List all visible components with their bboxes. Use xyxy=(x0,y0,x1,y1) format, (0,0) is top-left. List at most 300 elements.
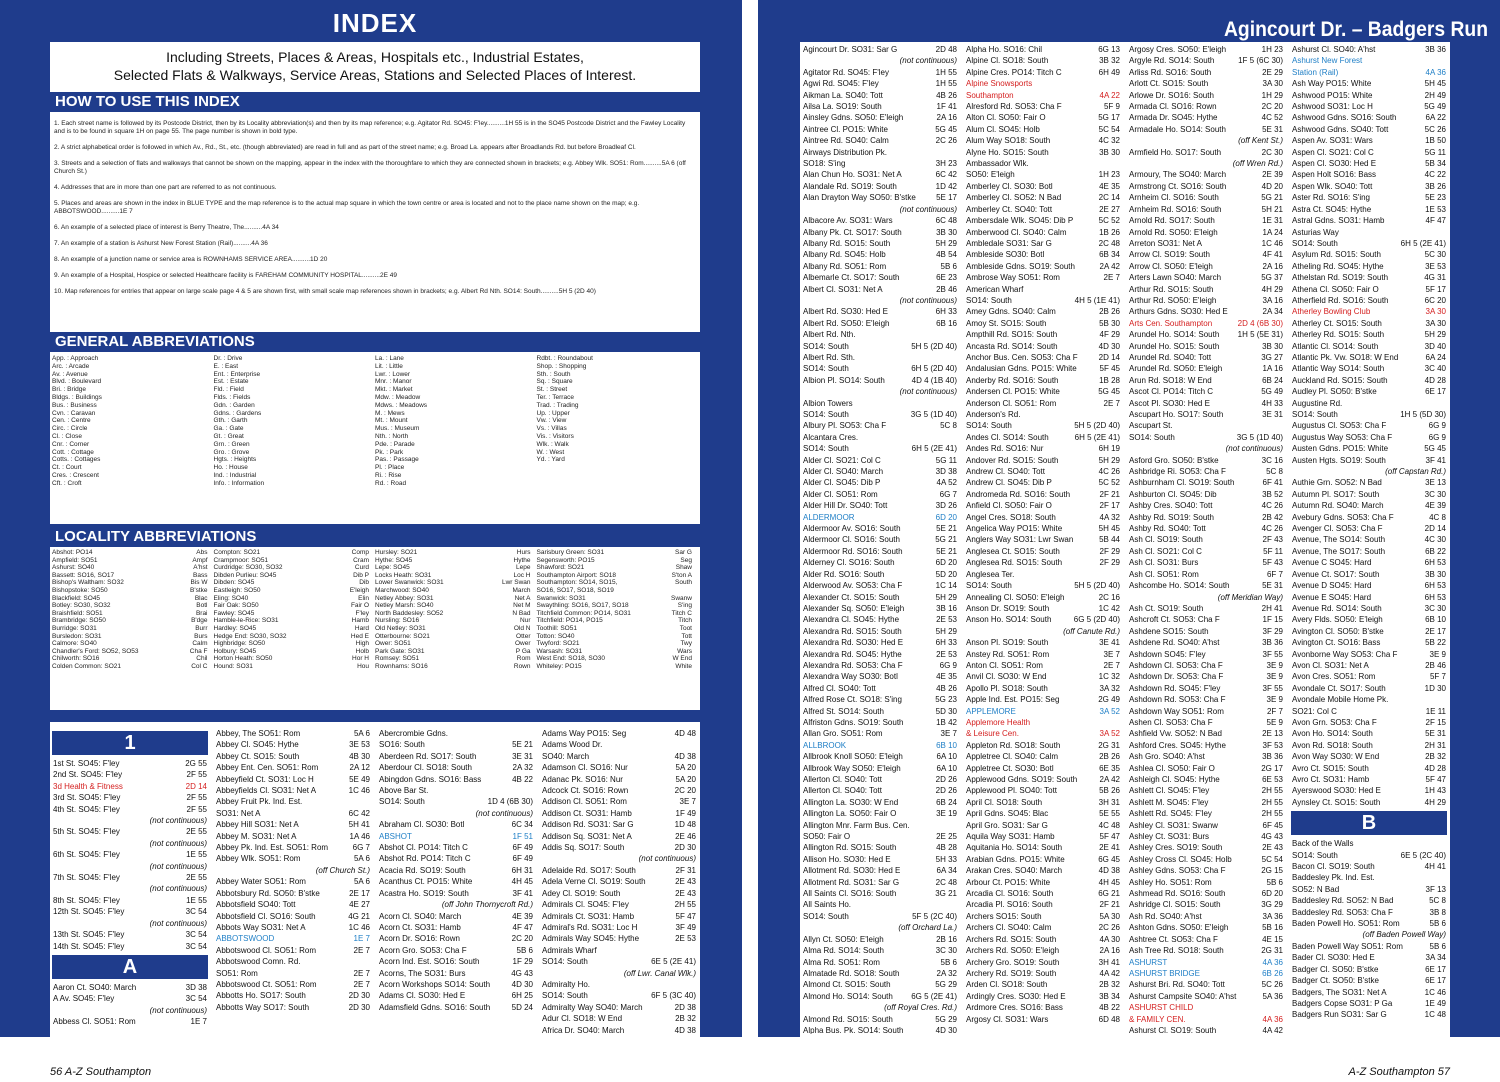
entry-ref: 6F 5 (3C 40) xyxy=(651,991,696,1001)
index-entry xyxy=(1128,626,1284,637)
index-entry xyxy=(1291,135,1447,146)
entry-name: Admirals Wharf xyxy=(542,945,597,955)
index-entry xyxy=(802,854,958,865)
abbrev-column xyxy=(537,355,699,488)
locality-code: Bis W xyxy=(190,579,208,587)
index-entry xyxy=(1128,477,1284,488)
entry-name: Alfred St. SO14: South xyxy=(803,706,884,716)
index-entry xyxy=(965,306,1121,317)
entry-name: Amoy St. SO15: South xyxy=(966,318,1047,328)
index-entry xyxy=(52,792,208,803)
entry-ref: 6G 9 xyxy=(1428,421,1446,431)
entry-name: Alpine Snowsports xyxy=(966,79,1033,89)
entry-name: Abbey Ent. Cen. SO51: Rom xyxy=(216,763,319,773)
locality-code: Lwr Swan xyxy=(501,579,531,587)
abbrev-item: Gth. : Garth xyxy=(213,417,248,425)
locality-item xyxy=(375,579,531,587)
index-entry xyxy=(965,922,1121,933)
entry-ref: 5A 6 xyxy=(353,877,370,887)
entry-ref: 2D 30 xyxy=(348,1002,370,1012)
abbrev-section xyxy=(50,352,700,524)
entry-name: Abbess Cl. SO51: Rom xyxy=(53,1017,136,1027)
entry-ref: 2C 20 xyxy=(511,934,533,944)
index-entry xyxy=(52,906,208,917)
index-entry xyxy=(802,443,958,454)
entry-ref: 5G 11 xyxy=(1424,147,1446,157)
entry-ref: 3E 53 xyxy=(1425,261,1446,271)
locality-name: Locks Heath: SO31 xyxy=(375,571,432,579)
index-entry xyxy=(965,55,1121,66)
entry-name: Arden Cl. SO18: South xyxy=(966,980,1048,990)
abbrev-item: Sth. : South xyxy=(536,370,571,378)
entry-name: Addison Cl. SO51: Rom xyxy=(542,797,627,807)
entry-ref: 4A 36 xyxy=(1425,67,1446,77)
index-note xyxy=(1128,135,1284,146)
entry-ref: 3A 16 xyxy=(1262,295,1283,305)
index-entry xyxy=(1291,987,1447,998)
howto-section xyxy=(50,112,700,332)
entry-name: Ambleside SO30: Botl xyxy=(966,250,1045,260)
entry-name: Adamsfield Gdns. SO16: South xyxy=(379,1002,491,1012)
index-entry xyxy=(802,158,958,169)
index-entry xyxy=(541,1002,697,1013)
index-entry xyxy=(965,352,1121,363)
entry-ref: 4B 22 xyxy=(512,774,533,784)
locality-item xyxy=(375,633,531,641)
locality-name: Botley: SO30, SO32 xyxy=(52,602,111,610)
index-entry xyxy=(1291,341,1447,352)
entry-name: SO31: Net A xyxy=(216,808,261,818)
index-entry xyxy=(215,785,371,796)
abbrev-item: Ga. : Gate xyxy=(213,425,244,433)
locality-code: Hard xyxy=(354,624,369,632)
index-entry xyxy=(1128,512,1284,523)
locality-name: Dibden: SO45 xyxy=(213,579,255,587)
index-entry xyxy=(215,876,371,887)
entry-name: Ash Cl. SO21: Col C xyxy=(1129,546,1202,556)
entry-ref: 1D 42 xyxy=(935,181,957,191)
locality-name: Bishopstoke: SO50 xyxy=(52,586,108,594)
abbrev-item: Gdn. : Garden xyxy=(213,401,255,409)
entry-name: SO14: South xyxy=(542,991,588,1001)
entry-name: Avon Grn. SO53: Cha F xyxy=(1292,717,1377,727)
entry-name: Badger Ct. SO50: B'stke xyxy=(1292,976,1379,986)
entry-ref: 5H 21 xyxy=(1261,204,1283,214)
locality-name: Ashurst: SO40 xyxy=(52,564,95,572)
locality-name: Chilworth: SO16 xyxy=(52,655,100,663)
entry-ref: 2E 25 xyxy=(936,832,957,842)
index-entry xyxy=(1291,557,1447,568)
index-entry xyxy=(1128,854,1284,865)
index-entry xyxy=(215,990,371,1001)
locality-name: Abshot: PO14 xyxy=(52,549,93,556)
intro-line-1: Including Streets, Places & Areas, Hospitals etc., Industrial Estates, xyxy=(166,49,584,65)
locality-item xyxy=(537,648,693,656)
index-entry xyxy=(52,872,208,883)
entry-name: Ambrose Way SO51: Rom xyxy=(966,273,1060,283)
entry-ref: 6B 10 xyxy=(1425,615,1446,625)
index-entry xyxy=(1291,512,1447,523)
index-entry xyxy=(52,849,208,860)
index-note-text: (not continuous) xyxy=(899,387,957,397)
index-entry xyxy=(1128,945,1284,956)
abbrev-item: Info. : Information xyxy=(213,479,265,487)
entry-name: Alderwood Av. SO53: Cha F xyxy=(803,581,903,591)
index-entry xyxy=(378,785,534,796)
abbrev-item: Fld. : Field xyxy=(213,386,244,394)
entry-name: Adanac Pk. SO16: Nur xyxy=(542,774,623,784)
entry-ref: 5D 24 xyxy=(511,1002,533,1012)
index-entry xyxy=(215,968,371,979)
index-entry xyxy=(1291,443,1447,454)
locality-item xyxy=(537,557,693,565)
abbrev-item: Vw. : View xyxy=(536,417,567,425)
index-entry xyxy=(1128,375,1284,386)
index-entry xyxy=(965,637,1121,648)
index-note xyxy=(52,918,208,929)
locality-item xyxy=(214,557,370,565)
locality-item xyxy=(52,610,208,618)
entry-name: Back of the Walls xyxy=(1292,839,1354,849)
entry-ref: 5C 8 xyxy=(1429,896,1446,906)
index-entry xyxy=(965,204,1121,215)
entry-name: Ashburton Cl. SO45: Dib xyxy=(1129,489,1217,499)
index-entry xyxy=(965,957,1121,968)
locality-item xyxy=(375,617,531,625)
locality-item xyxy=(214,549,370,557)
entry-name: ASHURST xyxy=(1129,957,1168,967)
index-entry xyxy=(1291,238,1447,249)
entry-name: Avon Ho. SO14: South xyxy=(1292,729,1373,739)
locality-code: Titch xyxy=(678,617,692,625)
entry-ref: 4D 38 xyxy=(1098,866,1120,876)
entry-ref: 5B 6 xyxy=(940,957,957,967)
entry-name: Andes Cl. SO14: South xyxy=(966,432,1049,442)
entry-ref: 2F 31 xyxy=(675,865,696,875)
entry-ref: 6H 5 (2E 41) xyxy=(1074,432,1120,442)
index-column xyxy=(541,728,697,1034)
letter-heading: A xyxy=(52,955,208,979)
entry-ref: 3E 53 xyxy=(349,740,370,750)
entry-name: April Cl. SO18: South xyxy=(966,797,1043,807)
entry-name: Asford Gro. SO50: B'stke xyxy=(1129,455,1219,465)
entry-name: Arnheim Rd. SO16: South xyxy=(1129,204,1222,214)
entry-ref: 2C 20 xyxy=(1261,102,1283,112)
index-entry xyxy=(1291,706,1447,717)
locality-name: Highbridge: SO50 xyxy=(213,640,266,648)
locality-item xyxy=(214,579,370,587)
index-entry xyxy=(215,1002,371,1013)
entry-name: Alexandra Rd. SO30: Hed E xyxy=(803,638,904,648)
entry-name: Alum Cl. SO45: Holb xyxy=(966,124,1040,134)
entry-ref: 5G 45 xyxy=(1424,444,1446,454)
index-entry xyxy=(215,853,371,864)
abbrev-item: Ent. : Enterprise xyxy=(213,370,261,378)
index-entry xyxy=(1128,352,1284,363)
entry-ref: 2G 49 xyxy=(1098,695,1120,705)
locality-item xyxy=(537,610,693,618)
locality-item xyxy=(52,617,208,625)
index-entry xyxy=(378,933,534,944)
locality-name: Whiteley: PO15 xyxy=(536,662,582,670)
locality-code: Titch C xyxy=(671,609,692,617)
locality-column xyxy=(375,549,537,671)
entry-name: Alexander Ct. SO15: South xyxy=(803,592,900,602)
entry-name: Ashurst Bri. Rd. SO40: Tott xyxy=(1129,980,1225,990)
index-entry xyxy=(1291,580,1447,591)
entry-name: Ascupart Ho. SO17: South xyxy=(1129,410,1224,419)
abbrev-item: M. : Mews xyxy=(375,409,405,417)
index-entry xyxy=(802,329,958,340)
entry-name: Alexander Sq. SO50: E'leigh xyxy=(803,603,905,613)
entry-ref: 3B 36 xyxy=(1262,638,1283,648)
index-entry xyxy=(215,945,371,956)
entry-ref: 2E 7 xyxy=(1103,660,1120,670)
entry-name: Allbrook Knoll SO50: E'leigh xyxy=(803,752,903,762)
locality-item xyxy=(214,595,370,603)
entry-ref: 1F 29 xyxy=(512,957,533,967)
entry-ref: 3C 16 xyxy=(1261,455,1283,465)
abbrev-item: Ct. : Court xyxy=(52,464,82,472)
locality-name: Titchfield Common: PO14, SO31 xyxy=(536,609,631,617)
index-entry xyxy=(802,112,958,123)
entry-ref: 6B 24 xyxy=(936,797,957,807)
howto-item: 5. Places and areas are shown in the index in BLUE TYPE and the map reference is to the actual map square in which the town centre or area is located and not to the place name shown on the map; e.g. ABBOTSWOOD..........1E 7 xyxy=(54,200,640,215)
index-entry xyxy=(1128,386,1284,397)
entry-name: Arlowe Dr. SO16: South xyxy=(1129,90,1214,100)
entry-name: Angelica Way PO15: White xyxy=(966,524,1063,534)
locality-item xyxy=(214,655,370,663)
index-entry xyxy=(1291,964,1447,975)
locality-item xyxy=(214,602,370,610)
page-gutter xyxy=(742,0,758,1082)
abbrev-column xyxy=(214,355,376,488)
entry-ref: 2D 14 xyxy=(1424,524,1446,534)
index-entry xyxy=(965,261,1121,272)
abbrev-item: Bldgs. : Buildings xyxy=(52,393,102,401)
entry-name: Acorns, The SO31: Burs xyxy=(379,968,466,978)
entry-ref: 3B 32 xyxy=(1099,56,1120,66)
entry-ref: 5F 5 (2C 40) xyxy=(912,911,957,921)
entry-name: Austen Hgts. SO19: South xyxy=(1292,455,1386,465)
entry-ref: 2E 43 xyxy=(675,877,696,887)
entry-name: Allotment Rd. SO31: Sar G xyxy=(803,877,900,887)
entry-ref: 1A 16 xyxy=(1262,364,1283,374)
entry-name: Albemarle Ct. SO17: South xyxy=(803,273,900,283)
entry-name: Almond Rd. SO15: South xyxy=(803,1014,893,1024)
entry-ref: 2H 55 xyxy=(1261,797,1283,807)
index-entry xyxy=(965,409,1121,420)
index-note-text: (off John Thornycroft Rd.) xyxy=(441,900,533,910)
locality-item xyxy=(214,610,370,618)
locality-code: B'stke xyxy=(190,586,208,594)
intro-text xyxy=(50,42,700,92)
index-entry xyxy=(1291,626,1447,637)
entry-ref: 1D 4 (6B 30) xyxy=(487,797,533,807)
entry-ref: 2E 43 xyxy=(675,888,696,898)
index-entry xyxy=(1128,546,1284,557)
index-entry xyxy=(965,820,1121,831)
entry-ref: 2E 39 xyxy=(1262,170,1283,180)
entry-name: Angel Cres. SO18: South xyxy=(966,512,1056,522)
entry-ref: 3A 36 xyxy=(1262,911,1283,921)
entry-name: Ascot Pl. SO30: Hed E xyxy=(1129,398,1210,408)
index-entry xyxy=(378,796,534,807)
index-entry xyxy=(1291,409,1447,420)
index-entry xyxy=(802,797,958,808)
entry-ref: 4D 30 xyxy=(935,1025,957,1034)
index-entry xyxy=(802,318,958,329)
index-entry xyxy=(1291,489,1447,500)
entry-name: Ashby Cres. SO40: Tott xyxy=(1129,501,1213,511)
entry-ref: 3C 30 xyxy=(1424,489,1446,499)
entry-ref: 3G 5 (1D 40) xyxy=(1236,432,1283,442)
entry-name: Appleton Rd. SO18: South xyxy=(966,740,1061,750)
locality-column xyxy=(537,549,699,671)
entry-ref: 5H 5 (2D 40) xyxy=(911,341,957,351)
entry-name: Ashby Rd. SO40: Tott xyxy=(1129,524,1206,534)
index-entry xyxy=(802,135,958,146)
entry-name: Archery Rd. SO19: South xyxy=(966,968,1057,978)
index-note-text: (off Orchard La.) xyxy=(898,923,957,933)
index-entry xyxy=(1291,44,1447,55)
entry-name: Abbey, The SO51: Rom xyxy=(216,729,301,738)
index-entry xyxy=(802,968,958,979)
entry-name: Avro Ct. SO31: Hamb xyxy=(1292,775,1370,784)
locality-name: Warsash: SO31 xyxy=(536,647,583,655)
entry-name: Alma Rd. SO51: Rom xyxy=(803,957,880,967)
index-entry xyxy=(965,249,1121,260)
entry-ref: 4E 35 xyxy=(1099,181,1120,191)
index-entry xyxy=(802,306,958,317)
locality-name: Old Netley: SO31 xyxy=(375,624,426,632)
index-entry xyxy=(1128,797,1284,808)
index-entry xyxy=(965,124,1121,135)
entry-name: Avon Rd. SO18: South xyxy=(1292,740,1373,750)
entry-ref: 2E 43 xyxy=(1262,843,1283,853)
index-entry xyxy=(541,842,697,853)
index-entry xyxy=(215,922,371,933)
entry-name: Avebury Gdns. SO53: Cha F xyxy=(1292,512,1394,522)
entry-name: Allbrook Way SO50: E'leigh xyxy=(803,763,901,773)
entry-name: Authie Grn. SO52: N Bad xyxy=(1292,478,1382,488)
entry-ref: 4H 45 xyxy=(1098,877,1120,887)
entry-ref: 2F 55 xyxy=(186,804,207,814)
entry-ref: 5G 11 xyxy=(935,455,957,465)
index-entry xyxy=(378,968,534,979)
entry-name: All Saints Cl. SO16: South xyxy=(803,889,897,899)
index-entry xyxy=(1128,44,1284,55)
entry-ref: 5C 8 xyxy=(1266,467,1283,477)
index-entry xyxy=(802,398,958,409)
index-entry xyxy=(1291,147,1447,158)
entry-name: Admiralty Ho. xyxy=(542,979,591,989)
index-entry xyxy=(965,512,1121,523)
entry-name: Acorn Ind. Est. SO16: South xyxy=(379,957,480,967)
index-entry xyxy=(1128,249,1284,260)
entry-ref: 6H 5 (2E 41) xyxy=(911,444,957,454)
index-entry xyxy=(1291,215,1447,226)
entry-ref: 2B 26 xyxy=(1099,307,1120,317)
entry-ref: 4G 21 xyxy=(348,911,370,921)
index-entry xyxy=(802,888,958,899)
entry-name: Ashlea Cl. SO50: Fair O xyxy=(1129,763,1215,773)
entry-name: Aldermoor Cl. SO16: South xyxy=(803,535,900,545)
entry-ref: 4C 8 xyxy=(1429,512,1446,522)
locality-name: Hound: SO31 xyxy=(213,662,253,670)
entry-ref: 5A 30 xyxy=(1099,911,1120,921)
entry-name: Aberdour Cl. SO18: South xyxy=(379,763,472,773)
index-entry xyxy=(541,819,697,830)
entry-ref: 2D 26 xyxy=(935,786,957,796)
entry-ref: 2B 16 xyxy=(936,934,957,944)
entry-name: Allington Mnr. Farm Bus. Cen. xyxy=(803,820,910,830)
locality-item xyxy=(214,625,370,633)
entry-name: Ancasta Rd. SO14: South xyxy=(966,341,1058,351)
entry-name: Ashdown Way SO51: Rom xyxy=(1129,706,1224,716)
entry-name: Station (Rail) xyxy=(1292,67,1339,77)
entry-name: Alpha Bus. Pk. SO14: South xyxy=(803,1025,904,1034)
entry-name: Albert Rd. Nth. xyxy=(803,330,856,340)
entry-ref: 5B 6 xyxy=(940,261,957,271)
locality-name: Colden Common: SO21 xyxy=(52,662,122,670)
index-column xyxy=(802,44,958,1034)
letter-heading: B xyxy=(1291,811,1447,835)
index-entry xyxy=(1128,455,1284,466)
index-entry xyxy=(802,945,958,956)
locality-item xyxy=(537,572,693,580)
entry-ref: 3F 55 xyxy=(1262,683,1283,693)
entry-name: Ampthill Rd. SO15: South xyxy=(966,330,1058,340)
locality-item xyxy=(214,640,370,648)
intro-line-2: Selected Flats & Walkways, Service Areas, Stations and Selected Places of Interest. xyxy=(113,67,637,83)
locality-code: Sar G xyxy=(675,549,692,556)
entry-name: Ashdown Cl. SO53: Cha F xyxy=(1129,660,1223,670)
entry-name: Applewood Pl. SO40: Tott xyxy=(966,786,1058,796)
entry-name: Avenger Cl. SO53: Cha F xyxy=(1292,524,1383,534)
entry-ref: 6E 5 (2C 40) xyxy=(1400,850,1446,860)
entry-ref: 3F 53 xyxy=(1262,740,1283,750)
entry-ref: 6F 41 xyxy=(1262,478,1283,488)
abbrev-item: Pde. : Parade xyxy=(375,440,415,448)
entry-ref: 6E 23 xyxy=(936,273,957,283)
index-entry xyxy=(1128,842,1284,853)
entry-ref: 5F 9 xyxy=(1103,102,1120,112)
locality-code: Nur xyxy=(520,617,531,625)
index-entry xyxy=(965,295,1121,306)
entry-name: Anson Dr. SO19: South xyxy=(966,603,1050,613)
entry-ref: 4F 47 xyxy=(512,922,533,932)
index-entry xyxy=(1291,158,1447,169)
entry-name: Ash Rd. SO40: A'hst xyxy=(1129,911,1202,921)
entry-name: Alexandra Rd. SO45: Hythe xyxy=(803,649,902,659)
entry-ref: 5E 31 xyxy=(1425,729,1446,739)
locality-name: Compton: SO21 xyxy=(213,549,261,556)
locality-code: Rom xyxy=(516,655,531,663)
locality-name: Swanwick: SO31 xyxy=(536,594,586,602)
entry-name: Badgers Run SO31: Sar G xyxy=(1292,1010,1387,1020)
index-entry xyxy=(802,1014,958,1025)
locality-heading: LOCALITY ABBREVIATIONS xyxy=(50,527,700,547)
entry-ref: 2E 53 xyxy=(675,934,696,944)
locality-code: Comp xyxy=(351,549,369,556)
index-entry xyxy=(1128,865,1284,876)
entry-ref: 1C 46 xyxy=(1424,987,1446,997)
entry-ref: 3B 26 xyxy=(1425,181,1446,191)
locality-name: Segensworth: PO15 xyxy=(536,556,595,564)
locality-item xyxy=(375,648,531,656)
entry-name: Andes Rd. SO16: Nur xyxy=(966,444,1044,454)
